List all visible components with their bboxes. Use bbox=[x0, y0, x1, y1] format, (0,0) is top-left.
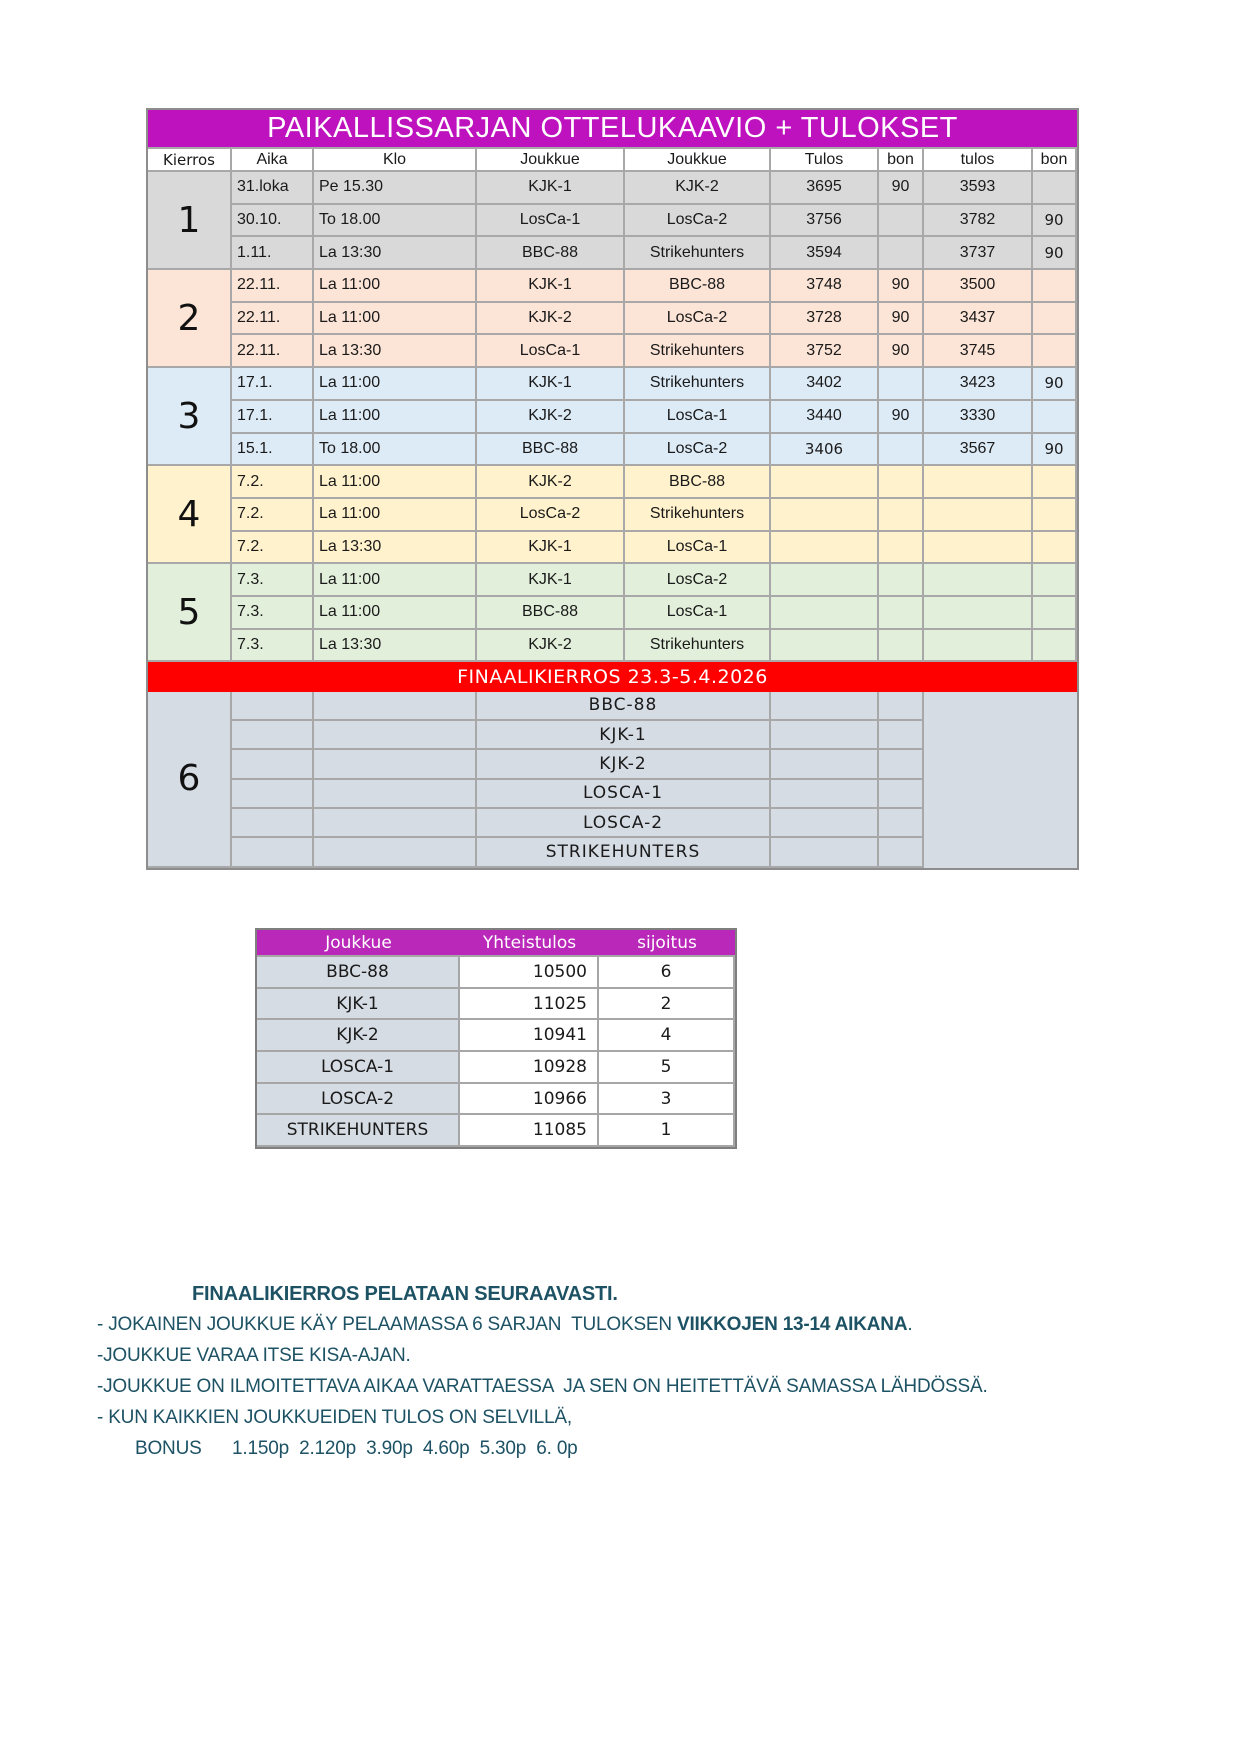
away-score: 3567 bbox=[924, 434, 1033, 467]
home-team: KJK-2 bbox=[477, 303, 625, 336]
note-text: - KUN KAIKKIEN JOUKKUEIDEN TULOS ON SELVILLÄ, bbox=[97, 1407, 572, 1428]
home-score: 3695 bbox=[771, 172, 879, 205]
final-bonus-cell bbox=[879, 838, 924, 867]
column-header: Joukkue bbox=[477, 149, 625, 172]
final-team: BBC-88 bbox=[477, 692, 771, 721]
standings-team: LOSCA-1 bbox=[257, 1052, 460, 1084]
match-date: 22.11. bbox=[232, 335, 314, 368]
home-bonus bbox=[879, 597, 924, 630]
match-date: 7.3. bbox=[232, 630, 314, 663]
match-time: La 11:00 bbox=[314, 401, 477, 434]
away-score: 3782 bbox=[924, 205, 1033, 238]
final-date-cell bbox=[232, 692, 314, 721]
home-score: 3728 bbox=[771, 303, 879, 336]
away-team: BBC-88 bbox=[625, 270, 771, 303]
home-bonus bbox=[879, 434, 924, 467]
away-score: 3423 bbox=[924, 368, 1033, 401]
home-team: LosCa-1 bbox=[477, 205, 625, 238]
match-date: 22.11. bbox=[232, 303, 314, 336]
column-header: Kierros bbox=[148, 149, 232, 172]
home-bonus bbox=[879, 532, 924, 565]
away-score: 3737 bbox=[924, 237, 1033, 270]
match-time: La 11:00 bbox=[314, 564, 477, 597]
match-date: 7.2. bbox=[232, 499, 314, 532]
standings-rank: 4 bbox=[599, 1020, 735, 1052]
away-score bbox=[924, 630, 1033, 663]
away-bonus bbox=[1033, 303, 1077, 336]
standings-team: STRIKEHUNTERS bbox=[257, 1115, 460, 1147]
final-date-cell bbox=[232, 838, 314, 867]
standings-total: 10941 bbox=[460, 1020, 599, 1052]
away-bonus bbox=[1033, 564, 1077, 597]
away-score: 3330 bbox=[924, 401, 1033, 434]
final-score-cell bbox=[771, 780, 879, 809]
standings-total: 11025 bbox=[460, 989, 599, 1021]
away-team: Strikehunters bbox=[625, 368, 771, 401]
note-line bbox=[97, 1345, 411, 1367]
home-team: KJK-2 bbox=[477, 401, 625, 434]
home-bonus bbox=[879, 630, 924, 663]
home-bonus bbox=[879, 499, 924, 532]
round-number: 2 bbox=[148, 270, 232, 368]
final-time-cell bbox=[314, 780, 477, 809]
away-team: Strikehunters bbox=[625, 237, 771, 270]
match-time: To 18.00 bbox=[314, 205, 477, 238]
away-bonus bbox=[1033, 270, 1077, 303]
match-time: La 13:30 bbox=[314, 630, 477, 663]
round-number: 3 bbox=[148, 368, 232, 466]
standings-rank: 1 bbox=[599, 1115, 735, 1147]
final-date-cell bbox=[232, 780, 314, 809]
match-date: 7.3. bbox=[232, 564, 314, 597]
standings-total: 10928 bbox=[460, 1052, 599, 1084]
round-number: 1 bbox=[148, 172, 232, 270]
match-time: Pe 15.30 bbox=[314, 172, 477, 205]
away-bonus: 90 bbox=[1033, 434, 1077, 467]
notes-heading bbox=[192, 1283, 618, 1306]
match-time: La 13:30 bbox=[314, 335, 477, 368]
schedule-table bbox=[146, 108, 1079, 870]
final-time-cell bbox=[314, 750, 477, 779]
away-score: 3500 bbox=[924, 270, 1033, 303]
away-team: Strikehunters bbox=[625, 630, 771, 663]
away-team: Strikehunters bbox=[625, 335, 771, 368]
home-bonus bbox=[879, 564, 924, 597]
page-title: PAIKALLISSARJAN OTTELUKAAVIO + TULOKSET bbox=[148, 110, 1077, 149]
note-text: BONUS 1.150p 2.120p 3.90p 4.60p 5.30p 6. 0p bbox=[135, 1438, 578, 1459]
match-date: 1.11. bbox=[232, 237, 314, 270]
home-score: 3748 bbox=[771, 270, 879, 303]
match-date: 17.1. bbox=[232, 401, 314, 434]
away-team: LosCa-2 bbox=[625, 564, 771, 597]
note-text: . bbox=[907, 1314, 913, 1335]
note-text: FINAALIKIERROS PELATAAN SEURAAVASTI. bbox=[192, 1283, 618, 1305]
standings-header: sijoitus bbox=[599, 930, 735, 957]
standings-team: KJK-2 bbox=[257, 1020, 460, 1052]
final-round-banner: FINAALIKIERROS 23.3-5.4.2026 bbox=[148, 662, 1077, 692]
away-team: LosCa-1 bbox=[625, 597, 771, 630]
home-team: BBC-88 bbox=[477, 434, 625, 467]
away-score: 3437 bbox=[924, 303, 1033, 336]
away-bonus bbox=[1033, 172, 1077, 205]
standings-total: 10500 bbox=[460, 957, 599, 989]
home-team: KJK-2 bbox=[477, 466, 625, 499]
final-bonus-cell bbox=[879, 780, 924, 809]
home-team: LosCa-2 bbox=[477, 499, 625, 532]
home-team: KJK-1 bbox=[477, 564, 625, 597]
column-header: bon bbox=[1033, 149, 1077, 172]
bonus-line bbox=[135, 1438, 578, 1460]
match-time: La 11:00 bbox=[314, 466, 477, 499]
away-team: LosCa-1 bbox=[625, 532, 771, 565]
match-time: La 11:00 bbox=[314, 303, 477, 336]
home-score bbox=[771, 466, 879, 499]
match-date: 17.1. bbox=[232, 368, 314, 401]
column-header: Aika bbox=[232, 149, 314, 172]
note-line bbox=[97, 1314, 912, 1336]
note-text: -JOUKKUE VARAA ITSE KISA-AJAN. bbox=[97, 1345, 411, 1366]
away-score bbox=[924, 564, 1033, 597]
round-number: 6 bbox=[148, 692, 232, 868]
away-team: LosCa-2 bbox=[625, 205, 771, 238]
column-header: Tulos bbox=[771, 149, 879, 172]
match-date: 31.loka bbox=[232, 172, 314, 205]
final-score-cell bbox=[771, 838, 879, 867]
match-time: La 11:00 bbox=[314, 270, 477, 303]
note-line bbox=[97, 1376, 988, 1398]
final-time-cell bbox=[314, 809, 477, 838]
final-bonus-cell bbox=[879, 809, 924, 838]
column-header: Joukkue bbox=[625, 149, 771, 172]
note-text: -JOUKKUE ON ILMOITETTAVA AIKAA VARATTAESSA JA SEN ON HEITETTÄVÄ SAMASSA LÄHDÖSSÄ. bbox=[97, 1376, 988, 1397]
note-line bbox=[97, 1407, 572, 1429]
final-score-cell bbox=[771, 692, 879, 721]
match-time: La 11:00 bbox=[314, 597, 477, 630]
home-bonus bbox=[879, 368, 924, 401]
home-team: KJK-1 bbox=[477, 532, 625, 565]
home-score: 3406 bbox=[771, 434, 879, 467]
away-team: LosCa-2 bbox=[625, 434, 771, 467]
home-team: BBC-88 bbox=[477, 597, 625, 630]
away-team: KJK-2 bbox=[625, 172, 771, 205]
away-score bbox=[924, 466, 1033, 499]
home-score bbox=[771, 532, 879, 565]
match-date: 7.3. bbox=[232, 597, 314, 630]
home-bonus bbox=[879, 466, 924, 499]
home-score: 3756 bbox=[771, 205, 879, 238]
away-bonus bbox=[1033, 335, 1077, 368]
final-team: KJK-2 bbox=[477, 750, 771, 779]
match-time: La 13:30 bbox=[314, 237, 477, 270]
final-score-cell bbox=[771, 750, 879, 779]
away-score bbox=[924, 499, 1033, 532]
standings-header: Joukkue bbox=[257, 930, 460, 957]
final-bonus-cell bbox=[879, 721, 924, 750]
home-bonus: 90 bbox=[879, 303, 924, 336]
match-time: To 18.00 bbox=[314, 434, 477, 467]
home-score: 3440 bbox=[771, 401, 879, 434]
final-date-cell bbox=[232, 721, 314, 750]
final-team: KJK-1 bbox=[477, 721, 771, 750]
standings-rank: 2 bbox=[599, 989, 735, 1021]
match-date: 7.2. bbox=[232, 466, 314, 499]
away-bonus bbox=[1033, 532, 1077, 565]
away-team: Strikehunters bbox=[625, 499, 771, 532]
away-bonus: 90 bbox=[1033, 205, 1077, 238]
final-date-cell bbox=[232, 750, 314, 779]
standings-total: 10966 bbox=[460, 1084, 599, 1116]
final-score-cell bbox=[771, 809, 879, 838]
home-team: BBC-88 bbox=[477, 237, 625, 270]
away-team: BBC-88 bbox=[625, 466, 771, 499]
home-score: 3594 bbox=[771, 237, 879, 270]
away-team: LosCa-1 bbox=[625, 401, 771, 434]
standings-team: LOSCA-2 bbox=[257, 1084, 460, 1116]
home-score bbox=[771, 564, 879, 597]
away-score bbox=[924, 597, 1033, 630]
match-time: La 11:00 bbox=[314, 368, 477, 401]
final-date-cell bbox=[232, 809, 314, 838]
away-score: 3593 bbox=[924, 172, 1033, 205]
note-text: - JOKAINEN JOUKKUE KÄY PELAAMASSA 6 SARJAN TULOKSEN bbox=[97, 1314, 677, 1335]
final-time-cell bbox=[314, 721, 477, 750]
away-bonus bbox=[1033, 499, 1077, 532]
final-bonus-cell bbox=[879, 750, 924, 779]
round-number: 4 bbox=[148, 466, 232, 564]
final-team: STRIKEHUNTERS bbox=[477, 838, 771, 867]
home-score bbox=[771, 499, 879, 532]
home-score: 3402 bbox=[771, 368, 879, 401]
home-score bbox=[771, 597, 879, 630]
final-team: LOSCA-2 bbox=[477, 809, 771, 838]
final-time-cell bbox=[314, 838, 477, 867]
column-header: tulos bbox=[924, 149, 1033, 172]
home-team: KJK-1 bbox=[477, 172, 625, 205]
standings-header: Yhteistulos bbox=[460, 930, 599, 957]
away-bonus: 90 bbox=[1033, 237, 1077, 270]
home-bonus: 90 bbox=[879, 401, 924, 434]
away-bonus bbox=[1033, 630, 1077, 663]
final-empty-area bbox=[924, 692, 1077, 868]
away-bonus bbox=[1033, 401, 1077, 434]
home-bonus bbox=[879, 237, 924, 270]
home-bonus: 90 bbox=[879, 172, 924, 205]
standings-rank: 5 bbox=[599, 1052, 735, 1084]
final-score-cell bbox=[771, 721, 879, 750]
home-team: LosCa-1 bbox=[477, 335, 625, 368]
match-date: 22.11. bbox=[232, 270, 314, 303]
away-bonus bbox=[1033, 597, 1077, 630]
away-bonus: 90 bbox=[1033, 368, 1077, 401]
match-date: 7.2. bbox=[232, 532, 314, 565]
standings-team: BBC-88 bbox=[257, 957, 460, 989]
standings-total: 11085 bbox=[460, 1115, 599, 1147]
round-number: 5 bbox=[148, 564, 232, 662]
standings-rank: 6 bbox=[599, 957, 735, 989]
away-score bbox=[924, 532, 1033, 565]
match-date: 30.10. bbox=[232, 205, 314, 238]
home-team: KJK-1 bbox=[477, 368, 625, 401]
final-time-cell bbox=[314, 692, 477, 721]
match-time: La 13:30 bbox=[314, 532, 477, 565]
match-date: 15.1. bbox=[232, 434, 314, 467]
home-bonus: 90 bbox=[879, 335, 924, 368]
match-time: La 11:00 bbox=[314, 499, 477, 532]
home-team: KJK-2 bbox=[477, 630, 625, 663]
home-bonus bbox=[879, 205, 924, 238]
standings-table bbox=[255, 928, 737, 1149]
away-team: LosCa-2 bbox=[625, 303, 771, 336]
note-text: VIIKKOJEN 13-14 AIKANA bbox=[677, 1314, 908, 1335]
home-team: KJK-1 bbox=[477, 270, 625, 303]
standings-team: KJK-1 bbox=[257, 989, 460, 1021]
final-team: LOSCA-1 bbox=[477, 780, 771, 809]
standings-rank: 3 bbox=[599, 1084, 735, 1116]
away-bonus bbox=[1033, 466, 1077, 499]
home-bonus: 90 bbox=[879, 270, 924, 303]
home-score: 3752 bbox=[771, 335, 879, 368]
home-score bbox=[771, 630, 879, 663]
final-bonus-cell bbox=[879, 692, 924, 721]
column-header: Klo bbox=[314, 149, 477, 172]
away-score: 3745 bbox=[924, 335, 1033, 368]
column-header: bon bbox=[879, 149, 924, 172]
